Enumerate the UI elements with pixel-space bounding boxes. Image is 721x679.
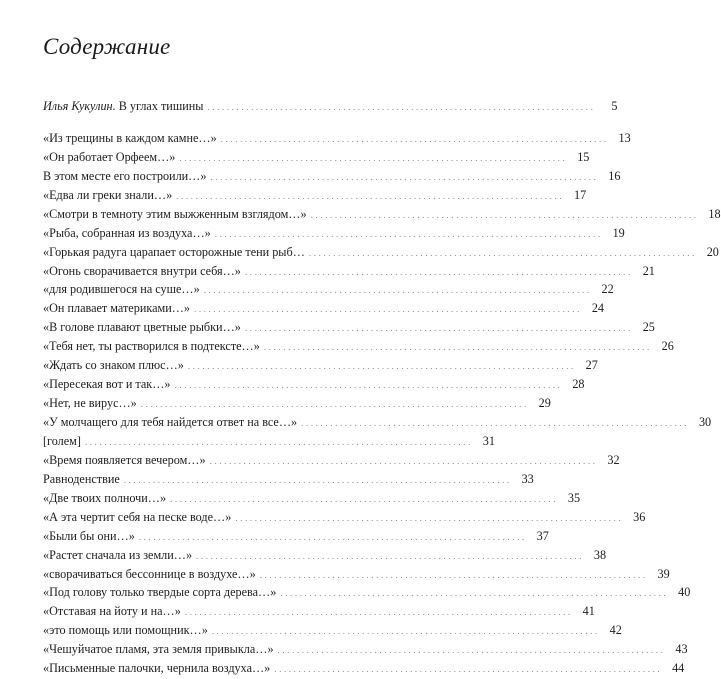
- toc-entry: [43, 318, 655, 337]
- toc-entry-title: «Рыба, собранная из воздуха…»: [43, 225, 211, 240]
- dot-leader: ................................................................................: [184, 607, 573, 618]
- dot-leader: ................................................................................: [194, 304, 582, 315]
- toc-entry-page-number: 21: [642, 263, 655, 278]
- toc-entry-title: «Ждать со знаком плюс…»: [43, 358, 184, 373]
- toc-entry: [43, 129, 631, 148]
- toc-entry-text: [43, 205, 311, 224]
- toc-entry-title: «Отставая на йоту и на…»: [43, 604, 181, 619]
- toc-entry: [43, 356, 598, 375]
- toc-entry-title: «Письменные палочки, чернила воздуха…»: [43, 661, 271, 676]
- toc-entry-text: [43, 375, 175, 394]
- toc-entry-text: [43, 527, 139, 546]
- toc-entry-title: «Горькая радуга царапает осторожные тени рыб…: [43, 244, 305, 259]
- toc-entry: [43, 394, 551, 413]
- toc-entry-title: «Под голову только твердые сорта дерева…»: [43, 585, 277, 600]
- toc-entry-page-number: 13: [618, 130, 631, 145]
- toc-entry: [43, 205, 721, 224]
- toc-entry-title: «Огонь сворачивается внутри себя…»: [43, 263, 241, 278]
- dot-leader: ................................................................................: [203, 285, 592, 296]
- toc-entry-page-number: 41: [582, 604, 595, 619]
- toc-entry: [43, 470, 534, 489]
- toc-entry-page-number: 30: [698, 415, 712, 429]
- dot-leader: ................................................................................: [259, 569, 648, 580]
- toc-entry-text: [43, 318, 245, 337]
- toc-entry-text: [43, 394, 141, 413]
- toc-entry-page-number: 17: [573, 187, 587, 202]
- toc-entry-title: «это помощь или помощник…»: [43, 623, 208, 638]
- toc-entry-text: [43, 337, 264, 356]
- toc-entry-page-number: 31: [482, 433, 495, 448]
- toc-entry-text: [43, 470, 124, 489]
- toc-entry-title: «Нет, не вирус…»: [43, 396, 137, 411]
- toc-entry-text: [43, 432, 85, 451]
- toc-entry-page-number: 40: [678, 585, 691, 600]
- toc-entry: [43, 565, 670, 584]
- toc-entry-title: «Пересекая вот и так…»: [43, 377, 171, 392]
- toc-entry: [43, 583, 691, 602]
- toc-entry: [43, 413, 712, 432]
- toc-entry-text: [43, 546, 196, 565]
- toc-entry-text: [43, 186, 176, 205]
- toc-entry: [43, 337, 674, 356]
- dot-leader: ................................................................................: [210, 171, 599, 182]
- toc-entry-title: «Две твоих полночи…»: [43, 490, 167, 505]
- dot-leader: ................................................................................: [277, 645, 666, 656]
- toc-entry: [43, 167, 621, 186]
- toc-entry-page-number: 18: [708, 206, 721, 221]
- dot-leader: ................................................................................: [207, 102, 596, 112]
- toc-entry-text: [43, 356, 188, 375]
- toc-entry-text: [43, 243, 309, 262]
- toc-entry-title: «Время появляется вечером…»: [43, 452, 206, 467]
- dot-leader: ................................................................................: [174, 380, 563, 391]
- toc-entry: [43, 527, 549, 546]
- toc-entry-title: «В голове плавают цветные рыбки…»: [43, 320, 241, 335]
- dot-leader: ................................................................................: [308, 247, 697, 258]
- toc-entry-title: «Растет сначала из земли…»: [43, 547, 193, 562]
- toc-entry-text: [43, 621, 212, 640]
- toc-entry-page-number: 28: [572, 377, 585, 392]
- toc-entry: [43, 97, 618, 116]
- toc-entry: [43, 243, 719, 262]
- toc-entry-title: «Он работает Орфеем…»: [43, 149, 176, 164]
- toc-entry-page-number: 24: [591, 301, 604, 316]
- toc-entry-author: Илья Кукулин.: [43, 99, 116, 113]
- toc-entry-page-number: 20: [706, 244, 719, 259]
- toc-entry-page-number: 33: [521, 471, 534, 486]
- toc-entry-page-number: 15: [577, 149, 590, 164]
- dot-leader: ................................................................................: [211, 626, 600, 637]
- toc-entry-text: [43, 565, 260, 584]
- toc-entry: [43, 659, 685, 678]
- toc-entry-title: «А эта чертит себя на песке воде…»: [43, 509, 232, 524]
- toc-entry-text: [43, 451, 210, 470]
- dot-leader: ................................................................................: [84, 436, 473, 447]
- toc-entry-text: [43, 129, 221, 148]
- dot-leader: ................................................................................: [274, 664, 663, 675]
- toc-entry-page-number: 5: [611, 99, 618, 113]
- toc-entry-page-number: 22: [601, 282, 614, 297]
- dot-leader: ................................................................................: [214, 228, 603, 239]
- dot-leader: ................................................................................: [179, 152, 568, 163]
- toc-entry-text: [43, 602, 185, 621]
- toc-entry-text: [43, 262, 245, 281]
- toc-entry-page-number: 19: [612, 225, 625, 240]
- toc-entry: [43, 602, 595, 621]
- toc-entry: [43, 546, 607, 565]
- toc-entry-title: «Тебя нет, ты растворился в подтексте…»: [43, 339, 260, 354]
- toc-entry-text: [43, 413, 301, 432]
- toc-entry-page-number: 32: [607, 452, 620, 467]
- toc-entry-title: «сворачиваться бессоннице в воздухе…»: [43, 566, 256, 581]
- toc-entry-page-number: 43: [675, 642, 688, 657]
- dot-leader: ................................................................................: [244, 266, 633, 277]
- toc-entry: [43, 640, 688, 659]
- toc-entry-title: «Смотри в темноту этим выжженным взглядом…»: [43, 206, 307, 221]
- toc-entry-text: [43, 508, 235, 527]
- toc-entry: [43, 489, 581, 508]
- dot-leader: ................................................................................: [187, 361, 576, 372]
- toc-entry: [43, 224, 625, 243]
- toc-entry: [43, 148, 590, 167]
- toc-entry-title: «Чешуйчатое пламя, эта земля привыкла…»: [43, 642, 274, 657]
- toc-entry-page-number: 26: [661, 339, 674, 354]
- toc-entry-text: [43, 640, 278, 659]
- toc-entry: [43, 262, 655, 281]
- toc-entry: [43, 375, 585, 394]
- toc-entry: [43, 299, 604, 318]
- toc-entry-text: [43, 299, 194, 318]
- dot-leader: ................................................................................: [209, 455, 598, 466]
- dot-leader: ................................................................................: [123, 474, 512, 485]
- toc-entry-page-number: 37: [536, 528, 549, 543]
- toc-entry-page-number: 27: [585, 358, 598, 373]
- toc-entry-page-number: 25: [642, 320, 655, 335]
- toc-entry-page-number: 38: [593, 547, 607, 562]
- dot-leader: ................................................................................: [196, 550, 585, 561]
- toc-entry-title: «для родившегося на суше…»: [43, 282, 200, 297]
- dot-leader: ................................................................................: [220, 133, 609, 144]
- toc-entry: [43, 621, 622, 640]
- toc-entry-page-number: 39: [657, 566, 670, 581]
- dot-leader: ................................................................................: [140, 399, 529, 410]
- toc-entry-title: Равноденствие: [43, 471, 120, 486]
- dot-leader: ................................................................................: [280, 588, 669, 599]
- toc-entry: [43, 280, 614, 299]
- toc-entry-title: В углах тишины: [115, 99, 204, 113]
- dot-leader: ................................................................................: [235, 512, 624, 523]
- dot-leader: ................................................................................: [244, 323, 633, 334]
- toc-entry: [43, 432, 495, 451]
- toc-entry-page-number: 42: [609, 623, 622, 638]
- toc-entry-title: [голем]: [43, 433, 81, 448]
- toc-entry-page-number: 36: [633, 509, 646, 524]
- toc-entry-text: [43, 659, 274, 678]
- toc-entry-text: [43, 489, 170, 508]
- dot-leader: ................................................................................: [310, 209, 699, 220]
- toc-entry: [43, 451, 620, 470]
- dot-leader: ................................................................................: [170, 493, 559, 504]
- dot-leader: ................................................................................: [301, 418, 690, 428]
- dot-leader: ................................................................................: [138, 531, 527, 542]
- toc-entry-page-number: 35: [567, 490, 581, 505]
- toc-entry-page-number: 29: [538, 396, 551, 411]
- toc-entry-text: [43, 167, 210, 186]
- toc-entry-title: «Он плавает материками…»: [43, 301, 190, 316]
- page-title: Содержание: [43, 34, 171, 59]
- toc-entry: [43, 508, 646, 527]
- toc-entry-text: [43, 280, 204, 299]
- dot-leader: ................................................................................: [176, 190, 565, 201]
- toc-entry-title: «Едва ли греки знали…»: [43, 187, 173, 202]
- toc-entry-text: [43, 148, 179, 167]
- toc-entry-title: «У молчащего для тебя найдется ответ на все…»: [43, 415, 298, 429]
- toc-entry-page-number: 16: [608, 168, 621, 183]
- toc-entry-title: В этом месте его построили…»: [43, 168, 207, 183]
- toc-entry-page-number: 44: [672, 661, 685, 676]
- toc-entry-text: [43, 583, 280, 602]
- toc-entry-title: «Были бы они…»: [43, 528, 135, 543]
- toc-entry-text: [43, 224, 215, 243]
- toc-entry-title: «Из трещины в каждом камне…»: [43, 130, 217, 145]
- toc-entry-text: [43, 97, 207, 116]
- toc-list: [43, 97, 721, 678]
- dot-leader: ................................................................................: [263, 342, 652, 353]
- toc-entry: [43, 186, 587, 205]
